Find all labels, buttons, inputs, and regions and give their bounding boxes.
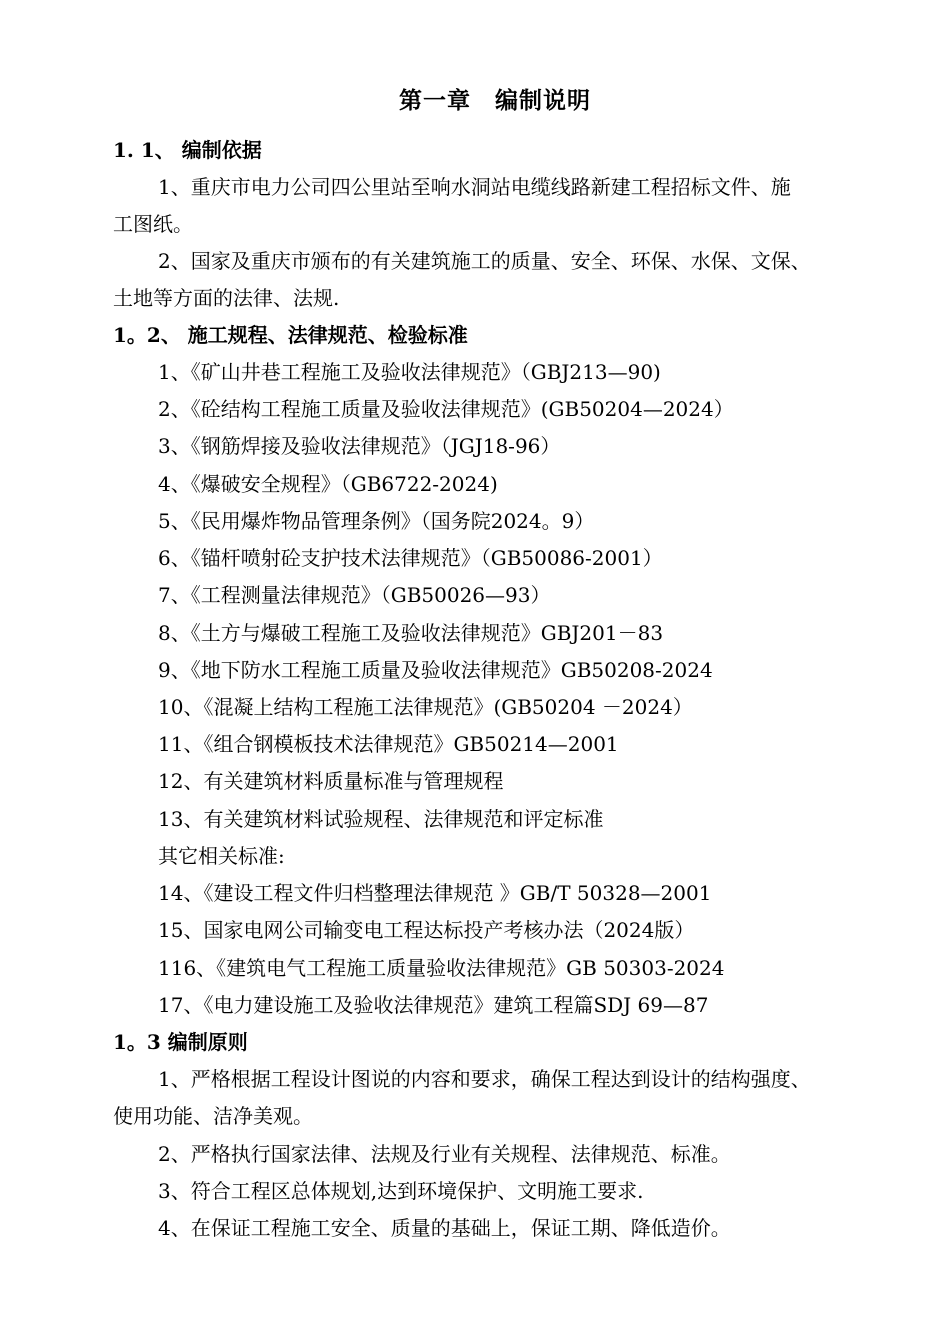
paragraph-line: 土地等方面的法律、法规. xyxy=(113,286,340,310)
section-heading-1-3: 1。3 编制原则 xyxy=(113,1030,248,1054)
list-item: 14、《建设工程文件归档整理法律规范 》GB/T 50328—2001 xyxy=(158,881,712,905)
paragraph-line: 工图纸。 xyxy=(113,212,193,236)
list-item: 3、符合工程区总体规划,达到环境保护、文明施工要求. xyxy=(158,1179,644,1203)
list-item: 5、《民用爆炸物品管理条例》（国务院2024。9） xyxy=(158,509,595,533)
list-item: 其它相关标准: xyxy=(158,844,285,868)
list-item: 4、《爆破安全规程》（GB6722-2024) xyxy=(158,472,498,496)
list-item: 13、有关建筑材料试验规程、法律规范和评定标准 xyxy=(158,807,604,831)
list-item: 2、严格执行国家法律、法规及行业有关规程、法律规范、标准。 xyxy=(158,1142,731,1166)
list-item: 17、《电力建设施工及验收法律规范》建筑工程篇SDJ 69—87 xyxy=(158,993,709,1017)
list-item: 15、国家电网公司输变电工程达标投产考核办法（2024版） xyxy=(158,918,695,942)
list-item: 7、《工程测量法律规范》（GB50026—93） xyxy=(158,583,551,607)
paragraph-line: 使用功能、洁净美观。 xyxy=(113,1104,313,1128)
chapter-title: 第一章 编制说明 xyxy=(399,87,591,114)
list-item: 12、有关建筑材料质量标准与管理规程 xyxy=(158,769,504,793)
list-item: 3、《钢筋焊接及验收法律规范》（JGJ18-96） xyxy=(158,434,561,458)
list-item: 4、在保证工程施工安全、质量的基础上，保证工期、降低造价。 xyxy=(158,1216,731,1240)
list-item: 1、《矿山井巷工程施工及验收法律规范》（GBJ213—90) xyxy=(158,360,661,384)
list-item: 2、《砼结构工程施工质量及验收法律规范》(GB50204—2024） xyxy=(158,397,734,421)
section-heading-1-2: 1。2、 施工规程、法律规范、检验标准 xyxy=(113,323,468,347)
list-item: 11、《组合钢模板技术法律规范》GB50214—2001 xyxy=(158,732,619,756)
list-item: 9、《地下防水工程施工质量及验收法律规范》GB50208-2024 xyxy=(158,658,713,682)
paragraph-line: 1、重庆市电力公司四公里站至响水洞站电缆线路新建工程招标文件、施 xyxy=(158,175,791,199)
list-item: 6、《锚杆喷射砼支护技术法律规范》（GB50086-2001） xyxy=(158,546,663,570)
list-item: 10、《混凝上结构工程施工法律规范》(GB50204 －2024） xyxy=(158,695,693,719)
section-heading-1-1: 1. 1、 编制依据 xyxy=(113,138,262,162)
list-item: 116、《建筑电气工程施工质量验收法律规范》GB 50303-2024 xyxy=(158,956,725,980)
paragraph-line: 1、严格根据工程设计图说的内容和要求，确保工程达到设计的结构强度、 xyxy=(158,1067,811,1091)
list-item: 8、《土方与爆破工程施工及验收法律规范》GBJ201－83 xyxy=(158,621,664,645)
paragraph-line: 2、国家及重庆市颁布的有关建筑施工的质量、安全、环保、水保、文保、 xyxy=(158,249,811,273)
